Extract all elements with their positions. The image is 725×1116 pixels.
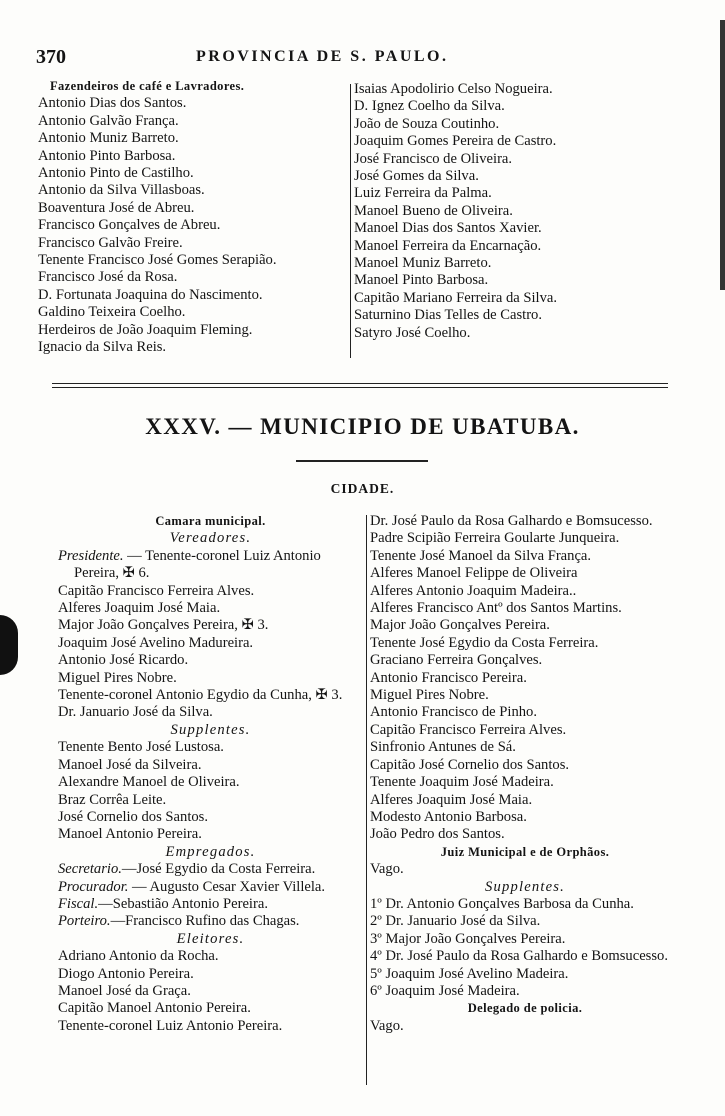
subsection-title: CIDADE. [330, 481, 395, 496]
empregados-heading: Empregados. [165, 843, 256, 860]
list-item: Tenente José Manoel da Silva França. [370, 547, 592, 564]
list-item: Antonio Pinto de Castilho. [38, 165, 194, 182]
list-item: 1º Dr. Antonio Gonçalves Barbosa da Cunha. [370, 895, 634, 912]
list-item: Alferes Antonio Joaquim Madeira.. [370, 582, 577, 599]
list-item: Francisco Galvão Freire. [38, 234, 183, 251]
fazendeiros-heading: Fazendeiros de café e Lavradores. [50, 79, 245, 93]
list-item: Manoel José da Silveira. [58, 756, 202, 773]
list-item: João Pedro dos Santos. [370, 826, 505, 843]
list-item: D. Ignez Coelho da Silva. [354, 98, 505, 115]
list-item: Capitão Francisco Ferreira Alves. [58, 582, 255, 599]
list-item: Alexandre Manoel de Oliveira. [58, 774, 240, 791]
list-item: Padre Scipião Ferreira Goularte Junqueira. [370, 530, 620, 547]
page-header [36, 46, 676, 70]
presidente-entry: Presidente. — Tenente-coronel Luiz Antonio Pereira, ✠ 6. [58, 547, 321, 582]
list-item: Modesto Antonio Barbosa. [370, 808, 527, 825]
list-item: Joaquim Gomes Pereira de Castro. [354, 133, 557, 150]
list-item: Miguel Pires Nobre. [370, 687, 489, 704]
list-item: D. Fortunata Joaquina do Nascimento. [38, 286, 263, 303]
list-item: Alferes Joaquim José Maia. [370, 791, 533, 808]
procurador-entry: Procurador. — Augusto Cesar Xavier Villela. [58, 878, 326, 895]
column-divider [366, 515, 367, 1085]
list-item: Dr. Januario José da Silva. [58, 704, 213, 721]
list-item: Capitão Manoel Antonio Pereira. [58, 1000, 251, 1017]
list-item: Antonio Dias dos Santos. [38, 95, 187, 112]
fiscal-entry: Fiscal.—Sebastião Antonio Pereira. [58, 895, 268, 912]
list-item: Tenente Francisco José Gomes Serapião. [38, 252, 277, 269]
list-item: Major João Gonçalves Pereira. [370, 617, 550, 634]
section-title: XXXV. — MUNICIPIO DE UBATUBA. [145, 414, 580, 439]
list-item: Manoel Pinto Barbosa. [354, 272, 489, 289]
juiz-value: Vago. [370, 861, 404, 878]
list-item: Alferes Francisco Antº dos Santos Martins. [370, 600, 622, 617]
list-item: Tenente-coronel Antonio Egydio da Cunha, ✠ 3. [58, 687, 343, 704]
list-item: Luiz Ferreira da Palma. [354, 185, 492, 202]
left-column [58, 513, 363, 1035]
list-item: Sinfronio Antunes de Sá. [370, 739, 516, 756]
juiz-supplentes-heading: Supplentes. [484, 878, 566, 895]
list-item: Manoel Antonio Pereira. [58, 826, 202, 843]
list-item: Diogo Antonio Pereira. [58, 965, 194, 982]
list-item: Ignacio da Silva Reis. [38, 339, 167, 356]
list-item: Manoel Dias dos Santos Xavier. [354, 220, 542, 237]
right-column [370, 513, 680, 1035]
juiz-heading: Juiz Municipal e de Orphãos. [440, 844, 610, 859]
scan-ink-blot [0, 615, 18, 675]
column-divider [350, 84, 351, 358]
list-item: Alferes Manoel Felippe de Oliveira [370, 565, 578, 582]
list-item: 3º Major João Gonçalves Pereira. [370, 930, 566, 947]
list-item: Adriano Antonio da Rocha. [58, 948, 219, 965]
list-item: Capitão Mariano Ferreira da Silva. [354, 289, 558, 306]
list-item: Manoel Ferreira da Encarnação. [354, 237, 542, 254]
top-left-column [38, 78, 346, 357]
delegado-value: Vago. [370, 1017, 404, 1034]
list-item: Alferes Joaquim José Maia. [58, 600, 221, 617]
supplentes-heading: Supplentes. [170, 721, 251, 738]
list-item: Graciano Ferreira Gonçalves. [370, 652, 543, 669]
list-item: José Francisco de Oliveira. [354, 150, 513, 167]
list-item: Isaias Apodolirio Celso Nogueira. [354, 81, 553, 97]
double-rule [52, 383, 668, 388]
vereadores-heading: Vereadores. [169, 530, 252, 547]
list-item: Antonio Francisco de Pinho. [370, 704, 538, 721]
list-item: 5º Joaquim José Avelino Madeira. [370, 965, 569, 982]
camara-heading: Camara municipal. [155, 514, 266, 528]
porteiro-entry: Porteiro.—Francisco Rufino das Chagas. [58, 913, 300, 930]
list-item: Antonio da Silva Villasboas. [38, 182, 205, 199]
list-item: Antonio Pinto Barbosa. [38, 147, 176, 164]
list-item: 4º Dr. José Paulo da Rosa Galhardo e Bomsucesso. [370, 948, 668, 965]
list-item: José Cornelio dos Santos. [58, 808, 208, 825]
delegado-heading: Delegado de policia. [467, 1001, 583, 1016]
list-item: Manoel Muniz Barreto. [354, 255, 492, 272]
list-item: Tenente-coronel Luiz Antonio Pereira. [58, 1017, 283, 1034]
list-item: Capitão Francisco Ferreira Alves. [370, 721, 567, 738]
list-item: Satyro José Coelho. [354, 324, 471, 341]
top-right-column [354, 81, 674, 342]
list-item: Saturnino Dias Telles de Castro. [354, 307, 542, 324]
list-item: Antonio José Ricardo. [58, 652, 189, 669]
page-number: 370 [36, 46, 66, 68]
list-item: Antonio Francisco Pereira. [370, 669, 527, 686]
list-item: Dr. José Paulo da Rosa Galhardo e Bomsucesso. [370, 513, 653, 529]
list-item: Francisco Gonçalves de Abreu. [38, 217, 221, 234]
list-item: Capitão José Cornelio dos Santos. [370, 756, 570, 773]
list-item: João de Souza Coutinho. [354, 115, 500, 132]
list-item: Manoel José da Graça. [58, 982, 191, 999]
list-item: Herdeiros de João Joaquim Fleming. [38, 321, 253, 338]
list-item: Galdino Teixeira Coelho. [38, 304, 186, 321]
scan-edge-shadow [720, 20, 725, 290]
list-item: Joaquim José Avelino Madureira. [58, 634, 254, 651]
list-item: José Gomes da Silva. [354, 168, 479, 185]
list-item: Antonio Galvão França. [38, 112, 179, 129]
list-item: Boaventura José de Abreu. [38, 199, 195, 216]
list-item: 6º Joaquim José Madeira. [370, 982, 520, 999]
list-item: Francisco José da Rosa. [38, 269, 178, 286]
list-item: Tenente Bento José Lustosa. [58, 739, 224, 756]
short-rule [296, 460, 428, 462]
list-item: Tenente José Egydio da Costa Ferreira. [370, 634, 599, 651]
list-item: 2º Dr. Januario José da Silva. [370, 913, 541, 930]
list-item: Antonio Muniz Barreto. [38, 130, 179, 147]
running-title: PROVINCIA DE S. PAULO. [196, 48, 449, 65]
eleitores-heading: Eleitores. [176, 930, 245, 947]
list-item: Tenente Joaquim José Madeira. [370, 774, 554, 791]
list-item: Miguel Pires Nobre. [58, 669, 177, 686]
list-item: Manoel Bueno de Oliveira. [354, 202, 513, 219]
list-item: Major João Gonçalves Pereira, ✠ 3. [58, 617, 269, 634]
list-item: Braz Corrêa Leite. [58, 791, 167, 808]
secretario-entry: Secretario.—José Egydio da Costa Ferreira. [58, 861, 316, 878]
